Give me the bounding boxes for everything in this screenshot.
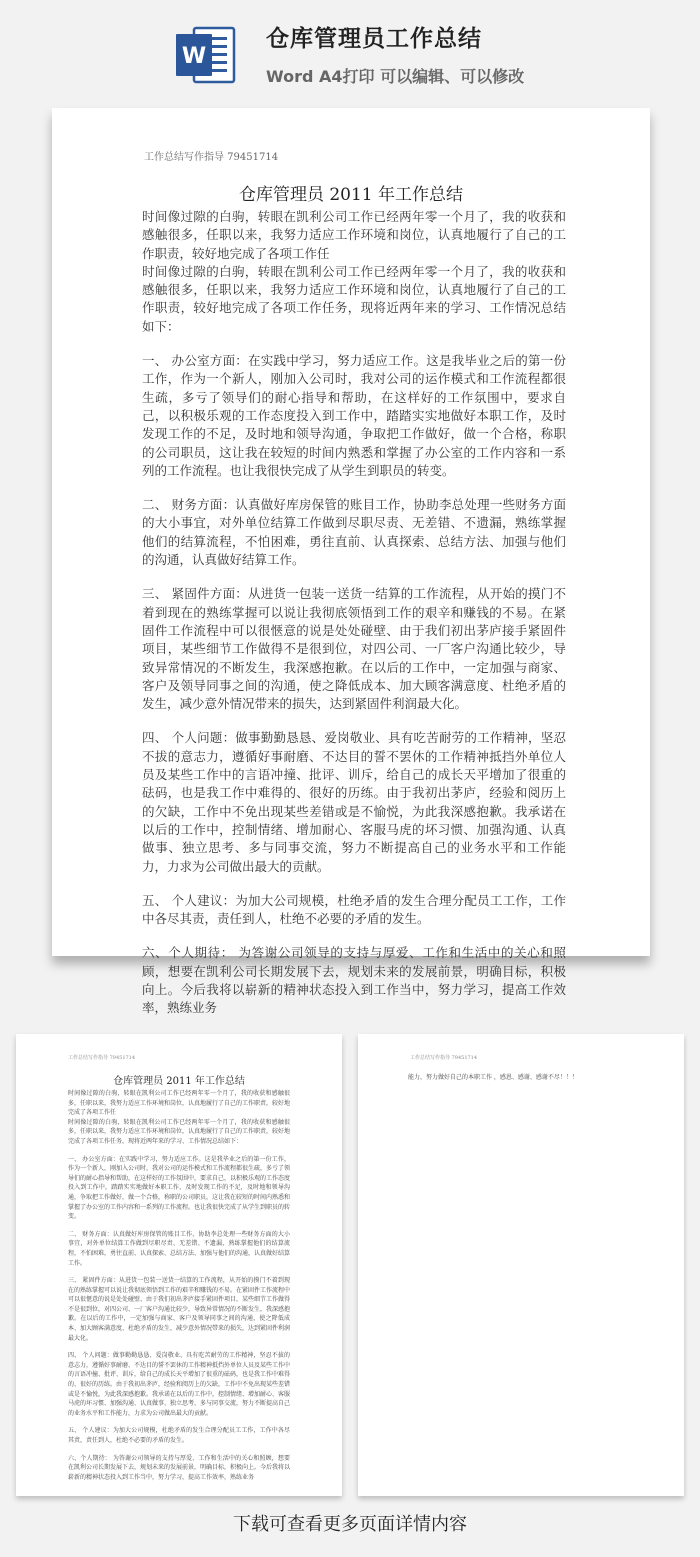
thumbnail-paragraph: 四、 个人问题：做事勤勤恳恳、爱岗敬业、具有吃苦耐劳的工作精神，坚忍不拔的意志力，遵循好事耐磨、不达目的誓不罢休的工作精神抵挡外单位人员及某些工作中的言语冲撞、批评、训斥，给自己的成长天平增加了很重的砝码，也是我工作中难得的、很好的历练。由于我初出茅庐，经验和阅历上的欠缺，工作中不免出现某些差错或是不愉悦，为此我深感抱歉。我承诺在以后的工作中，控制情绪、增加耐心、客服马虎的坏习惯、加强沟通、认真做事、独立思考、多与同事交流，努力不断提高自己的业务水平和工作能力，力求为公司做出最大的贡献。: [68, 1352, 291, 1417]
word-icon-letter: W: [181, 44, 207, 69]
thumbnail-paragraph: 时间像过隙的白驹，转眼在凯利公司工作已经两年零一个月了，我的收获和感触很多，任职以来，我努力适应工作环境和岗位，认真地履行了自己的工作职责，较好地完成了各项工作任务，现将近两年来的学习、工作情况总结如下：: [68, 1118, 291, 1145]
document-page-preview: [52, 108, 650, 1016]
thumbnail-paragraph: 五、 个人建议：为加大公司规模，杜绝矛盾的发生合理分配员工工作，工作中各尽其责，责任到人，杜绝不必要的矛盾的发生。: [68, 1427, 290, 1444]
banner-header: [0, 0, 700, 100]
thumbnail-paragraph: 二、 财务方面：认真做好库房保管的账目工作，协助李总处理一些财务方面的大小事宜，对外单位结算工作做到尽职尽责、无差错、不遗漏，熟练掌握他们的结算流程，不怕困难，勇往直前、认真探索、总结方法、加强与他们的沟通，认真做好结算工作。: [68, 1230, 291, 1267]
document-body: [142, 208, 566, 1034]
document-paragraph: 时间像过隙的白驹，转眼在凯利公司工作已经两年零一个月了，我的收获和感触很多，任职以来，我努力适应工作环境和岗位，认真地履行了自己的工作职责，较好地完成了各项工作任: [142, 209, 566, 261]
page-thumbnail-1[interactable]: [16, 1034, 342, 1496]
document-paragraph: 二、 财务方面：认真做好库房保管的账目工作，协助李总处理一些财务方面的大小事宜，对外单位结算工作做到尽职尽责、无差错、不遗漏，熟练掌握他们的结算流程，不怕困难，勇往直前、认真探索、总结方法、加强与他们的沟通，认真做好结算工作。: [142, 497, 566, 568]
page-thumbnail-2[interactable]: [358, 1034, 684, 1496]
download-more-text[interactable]: 下载可查看更多页面详情内容: [233, 1514, 467, 1535]
page-title: 仓库管理员工作总结: [266, 26, 482, 52]
document-paragraph: 一、 办公室方面：在实践中学习，努力适应工作。这是我毕业之后的第一份工作，作为一个新人，刚加入公司时，我对公司的运作模式和工作流程都很生疏，多亏了领导们的耐心指导和帮助，在这样好的工作氛围中，要求自己，以积极乐观的工作态度投入到工作中，踏踏实实地做好本职工作，及时发现工作的不足，及时地和领导沟通，争取把工作做好，做一个合格，称职的公司职员，这让我在较短的时间内熟悉和掌握了办公室的工作内容和一系列的工作流程。也让我很快完成了从学生到职员的转变。: [142, 353, 566, 478]
thumbnail-title: 仓库管理员 2011 年工作总结: [113, 1076, 245, 1087]
thumbnail-paragraph: 时间像过隙的白驹，转眼在凯利公司工作已经两年零一个月了，我的收获和感触很多，任职以来，我努力适应工作环境和岗位，认真地履行了自己的工作职责，较好地完成了各项工作任: [68, 1090, 291, 1117]
document-paragraph: 六、个人期待： 为答谢公司领导的支持与厚爱、工作和生活中的关心和照顾，想要在凯利公司长期发展下去，规划未来的发展前景，明确目标，积极向上。今后我将以崭新的精神状态投入到工作当中，努力学习，提高工作效率，熟练业务: [142, 945, 566, 1016]
page-subtitle: Word A4打印 可以编辑、可以修改: [266, 67, 525, 86]
thumbnail-paragraph: 一、 办公室方面：在实践中学习，努力适应工作。这是我毕业之后的第一份工作，作为一个新人，刚加入公司时，我对公司的运作模式和工作流程都很生疏，多亏了领导们的耐心指导和帮助，在这样好的工作氛围中，要求自己，以积极乐观的工作态度投入到工作中，踏踏实实地做好本职工作，及时发现工作的不足，及时地和领导沟通，争取把工作做好，做一个合格，称职的公司职员，这让我在较短的时间内熟悉和掌握了办公室的工作内容和一系列的工作流程。也让我很快完成了从学生到职员的转变。: [68, 1155, 291, 1221]
thumbnail-page2-text: 能力，努力做好自己的本职工作 ，感恩、感谢、感谢不尽！！！: [408, 1074, 578, 1081]
thumbnail-header-text: 工作总结写作指导 79451714: [410, 1055, 478, 1061]
document-paragraph: 五、 个人建议：为加大公司规模，杜绝矛盾的发生合理分配员工工作，工作中各尽其责，责任到人，杜绝不必要的矛盾的发生。: [142, 892, 566, 927]
thumbnail-paragraph: 三、 紧固件方面：从进货一包装一送货一结算的工作流程，从开始的摸门不着到现在的熟练掌握可以说让我彻底领悟到工作的艰辛和赚钱的不易。在紧固件工作流程中可以很惬意的说是处处碰壁、由于我们初出茅庐接手紧固件项目，某些细节工作做得不是很到位，对四公司、一厂客户沟通比较少，导致异常情况的不断发生，我深感抱歉。在以后的工作中，一定加强与商家、客户及领导同事之间的沟通，使之降低成本、加大顾客满意度、杜绝矛盾的发生，减少意外情况带来的损失，达到紧固件利润最大化。: [68, 1277, 291, 1342]
document-paragraph: 三、 紧固件方面：从进货一包装一送货一结算的工作流程，从开始的摸门不着到现在的熟练掌握可以说让我彻底领悟到工作的艰辛和赚钱的不易。在紧固件工作流程中可以很惬意的说是处处碰壁、由于我们初出茅庐接手紧固件项目，某些细节工作做得不是很到位，对四公司、一厂客户沟通比较少，导致异常情况的不断发生，我深感抱歉。在以后的工作中，一定加强与商家、客户及领导同事之间的沟通，使之降低成本、加大顾客满意度、杜绝矛盾的发生，减少意外情况带来的损失，达到紧固件利润最大化。: [142, 586, 566, 712]
word-document-icon: [174, 22, 240, 88]
document-paragraph: 时间像过隙的白驹，转眼在凯利公司工作已经两年零一个月了，我的收获和感触很多，任职以来，我努力适应工作环境和岗位，认真地履行了自己的工作职责，较好地完成了各项工作任务，现将近两年来的学习、工作情况总结如下：: [142, 263, 566, 334]
thumbnail-paragraph: 六、个人期待： 为答谢公司领导的支持与厚爱、工作和生活中的关心和照顾，想要在凯利公司长期发展下去，规划未来的发展前景，明确目标，积极向上。今后我将以崭新的精神状态投入到工作当中，努力学习，提高工作效率，熟练业务: [68, 1454, 291, 1481]
thumbnail-body: [68, 1089, 290, 1490]
document-paragraph: 四、 个人问题：做事勤勤恳恳、爱岗敬业、具有吃苦耐劳的工作精神，坚忍不拔的意志力，遵循好事耐磨、不达目的誓不罢休的工作精神抵挡外单位人员及某些工作中的言语冲撞、批评、训斥，给自己的成长天平增加了很重的砝码，也是我工作中难得的、很好的历练。由于我初出茅庐，经验和阅历上的欠缺，工作中不免出现某些差错或是不愉悦，为此我深感抱歉。我承诺在以后的工作中，控制情绪、增加耐心、客服马虎的坏习惯、加强沟通、认真做事、独立思考、多与同事交流，努力不断提高自己的业务水平和工作能力，力求为公司做出最大的贡献。: [142, 730, 566, 874]
thumbnail-header-text: 工作总结写作指导 79451714: [68, 1055, 136, 1061]
document-title: 仓库管理员 2011 年工作总结: [238, 185, 464, 205]
document-header-text: 工作总结写作指导 79451714: [144, 152, 279, 163]
